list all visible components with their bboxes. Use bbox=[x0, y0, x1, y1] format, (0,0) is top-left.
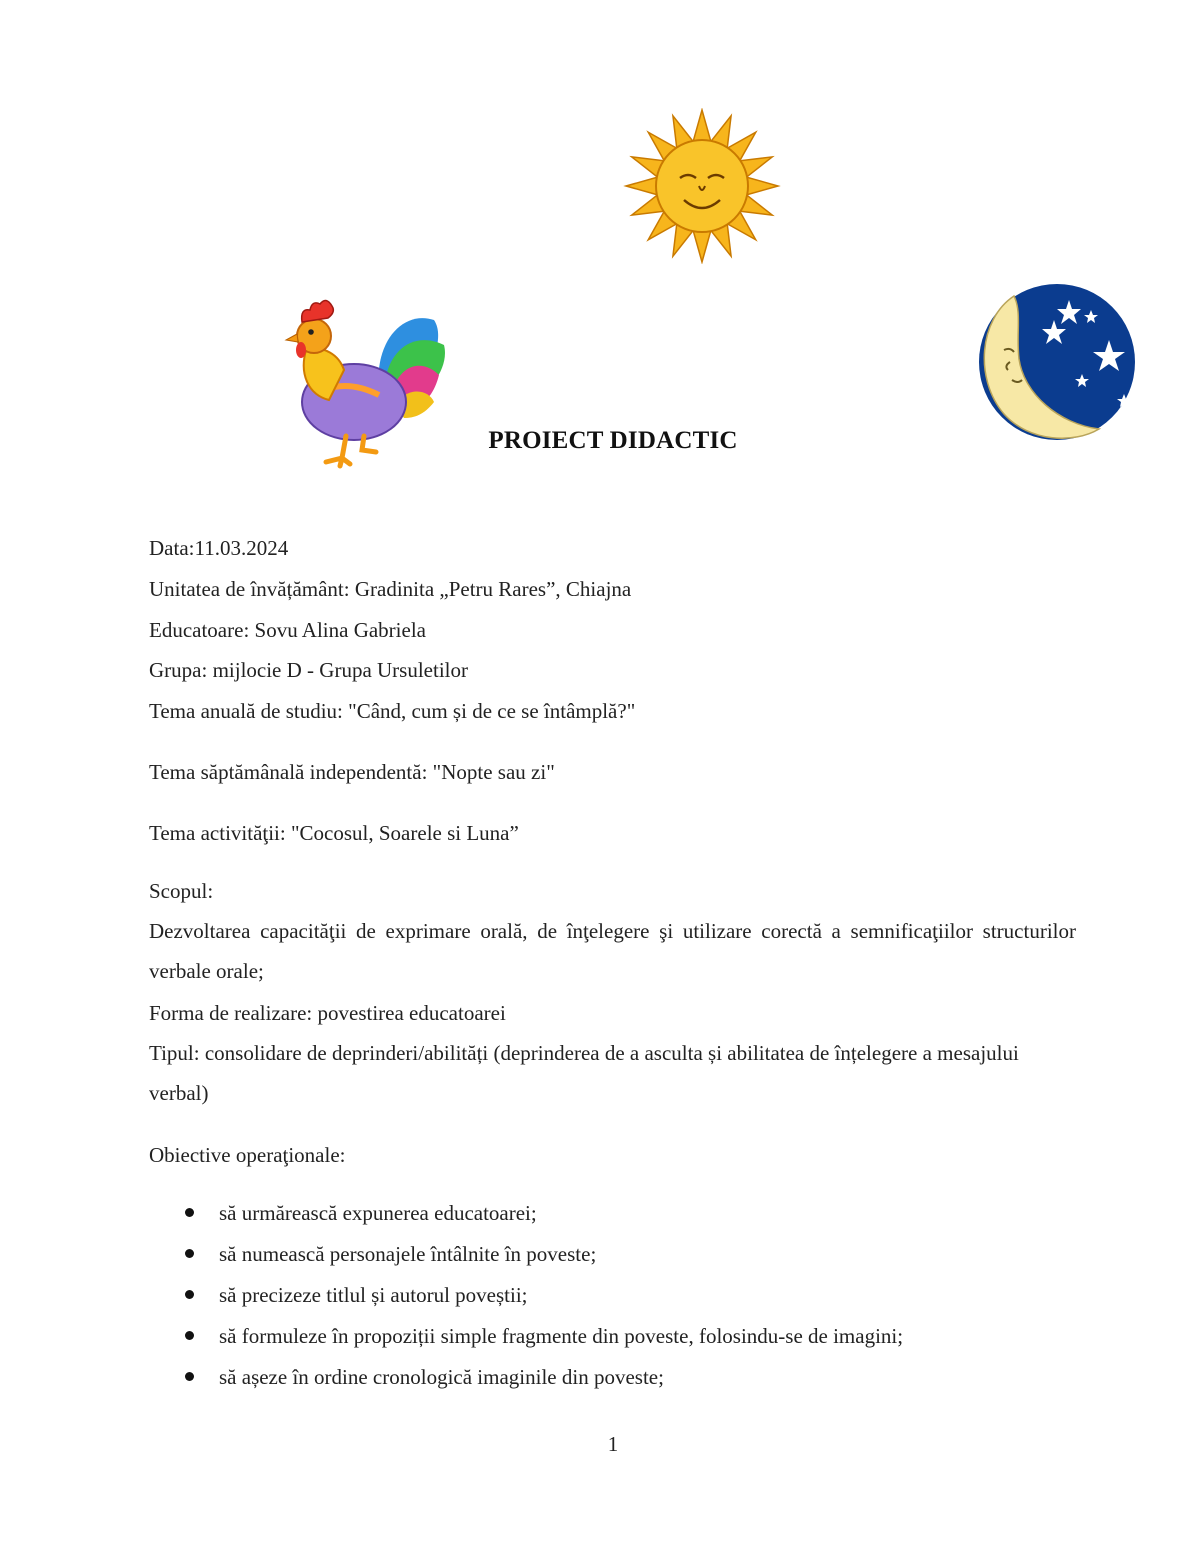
list-item: să precizeze titlul și autorul poveștii; bbox=[149, 1280, 903, 1321]
bullet-icon bbox=[185, 1372, 194, 1381]
page-title: PROIECT DIDACTIC bbox=[488, 427, 738, 454]
scop-text: Dezvoltarea capacităţii de exprimare orală, de înţelegere şi utilizare corectă a semnificaţiilor structurilor verbale orale; bbox=[149, 919, 1076, 983]
page-number: 1 bbox=[607, 1432, 619, 1456]
field-tema-activitatii: Tema activităţii: "Cocosul, Soarele si Luna” bbox=[149, 821, 519, 845]
field-educatoare: Educatoare: Sovu Alina Gabriela bbox=[149, 618, 426, 642]
field-tema-anuala: Tema anuală de studiu: "Când, cum și de ce se întâmplă?" bbox=[149, 699, 636, 723]
list-item: să urmărească expunerea educatoarei; bbox=[149, 1198, 903, 1239]
forma-realizare: Forma de realizare: povestirea educatoarei bbox=[149, 1001, 506, 1025]
sun-icon bbox=[622, 108, 782, 264]
list-item: să numească personajele întâlnite în poveste; bbox=[149, 1239, 903, 1280]
bullet-icon bbox=[185, 1208, 194, 1217]
bullet-icon bbox=[185, 1331, 194, 1340]
field-data: Data:11.03.2024 bbox=[149, 536, 289, 560]
scop-label: Scopul: bbox=[149, 879, 214, 903]
field-tema-saptamanala: Tema săptămânală independentă: "Nopte sau zi" bbox=[149, 760, 555, 784]
list-item: să așeze în ordine cronologică imaginile din poveste; bbox=[149, 1362, 903, 1403]
tipul: Tipul: consolidare de deprinderi/abilități (deprinderea de a asculta și abilitatea de înțelegere a mesajului verbal) bbox=[149, 1041, 1019, 1105]
moon-icon bbox=[974, 284, 1140, 440]
list-item: să formuleze în propoziții simple fragmente din poveste, folosindu-se de imagini; bbox=[149, 1321, 903, 1362]
obiective-label: Obiective operaţionale: bbox=[149, 1143, 346, 1167]
field-grupa: Grupa: mijlocie D - Grupa Ursuletilor bbox=[149, 658, 468, 682]
obiective-list bbox=[149, 1198, 903, 1403]
bullet-icon bbox=[185, 1249, 194, 1258]
field-unitatea: Unitatea de învățământ: Gradinita „Petru Rares”, Chiajna bbox=[149, 577, 632, 601]
bullet-icon bbox=[185, 1290, 194, 1299]
